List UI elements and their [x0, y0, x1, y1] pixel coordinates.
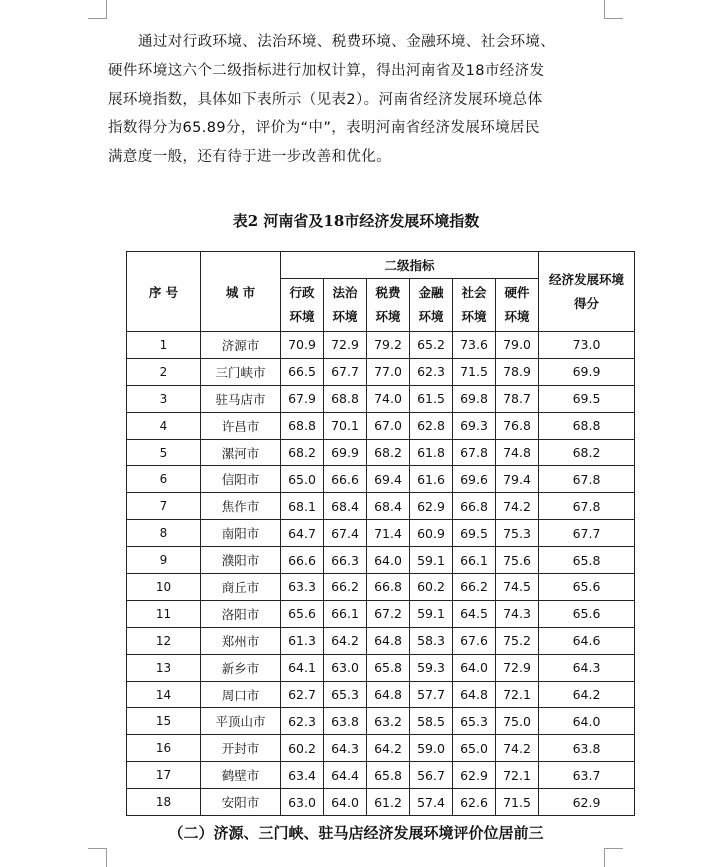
header-score: 经济发展环境得分: [539, 252, 635, 332]
row-seq-cell: 14: [127, 681, 201, 708]
row-value-cell: 69.8: [453, 385, 496, 412]
row-value-cell: 65.0: [281, 466, 324, 493]
table-row: [127, 735, 635, 762]
table-row: [127, 762, 635, 789]
row-score-cell: 64.2: [539, 681, 635, 708]
row-value-cell: 65.3: [453, 708, 496, 735]
row-seq-cell: 16: [127, 735, 201, 762]
row-city-cell: 濮阳市: [201, 547, 281, 574]
row-value-cell: 66.6: [281, 547, 324, 574]
row-score-cell: 64.3: [539, 654, 635, 681]
row-value-cell: 67.9: [281, 385, 324, 412]
row-city-cell: 济源市: [201, 332, 281, 359]
row-value-cell: 68.8: [281, 412, 324, 439]
row-value-cell: 66.1: [324, 600, 367, 627]
row-score-cell: 62.9: [539, 789, 635, 816]
row-score-cell: 68.2: [539, 439, 635, 466]
row-value-cell: 71.5: [453, 358, 496, 385]
row-value-cell: 72.9: [496, 654, 539, 681]
row-value-cell: 60.2: [281, 735, 324, 762]
row-value-cell: 57.7: [410, 681, 453, 708]
row-city-cell: 鹤壁市: [201, 762, 281, 789]
row-value-cell: 67.0: [367, 412, 410, 439]
row-city-cell: 郑州市: [201, 627, 281, 654]
row-score-cell: 67.8: [539, 466, 635, 493]
row-value-cell: 62.3: [410, 358, 453, 385]
table-row: [127, 332, 635, 359]
row-score-cell: 67.8: [539, 493, 635, 520]
row-city-cell: 安阳市: [201, 789, 281, 816]
row-seq-cell: 6: [127, 466, 201, 493]
row-value-cell: 69.4: [367, 466, 410, 493]
row-value-cell: 63.4: [281, 762, 324, 789]
table-body: [127, 332, 635, 816]
row-value-cell: 61.2: [367, 789, 410, 816]
row-seq-cell: 5: [127, 439, 201, 466]
row-value-cell: 64.1: [281, 654, 324, 681]
row-value-cell: 62.3: [281, 708, 324, 735]
row-value-cell: 64.2: [367, 735, 410, 762]
page-corner-mark-bottom-right: [604, 848, 623, 867]
row-value-cell: 58.3: [410, 627, 453, 654]
row-score-cell: 64.6: [539, 627, 635, 654]
row-value-cell: 66.6: [324, 466, 367, 493]
row-value-cell: 59.0: [410, 735, 453, 762]
row-city-cell: 平顶山市: [201, 708, 281, 735]
row-score-cell: 64.0: [539, 708, 635, 735]
row-value-cell: 68.8: [324, 385, 367, 412]
row-value-cell: 56.7: [410, 762, 453, 789]
row-value-cell: 64.0: [367, 547, 410, 574]
paragraph-line: 通过对行政环境、法治环境、税费环境、金融环境、社会环境、: [138, 34, 556, 50]
row-value-cell: 67.6: [453, 627, 496, 654]
table-caption: 表2 河南省及18市经济发展环境指数: [232, 212, 480, 230]
row-value-cell: 65.8: [367, 762, 410, 789]
row-value-cell: 64.8: [453, 681, 496, 708]
row-seq-cell: 7: [127, 493, 201, 520]
row-seq-cell: 2: [127, 358, 201, 385]
row-city-cell: 焦作市: [201, 493, 281, 520]
row-seq-cell: 11: [127, 600, 201, 627]
table-row: [127, 547, 635, 574]
row-value-cell: 59.1: [410, 547, 453, 574]
row-value-cell: 68.4: [367, 493, 410, 520]
row-value-cell: 63.3: [281, 574, 324, 601]
row-value-cell: 64.8: [367, 681, 410, 708]
header-hardware: 硬件环境: [496, 279, 539, 332]
row-value-cell: 66.8: [367, 574, 410, 601]
header-secondary-indicators: 二级指标: [281, 252, 539, 279]
header-city: 城 市: [201, 252, 281, 332]
row-value-cell: 70.1: [324, 412, 367, 439]
row-value-cell: 64.2: [324, 627, 367, 654]
row-value-cell: 66.2: [324, 574, 367, 601]
row-seq-cell: 15: [127, 708, 201, 735]
row-value-cell: 75.0: [496, 708, 539, 735]
row-seq-cell: 3: [127, 385, 201, 412]
table-row: [127, 789, 635, 816]
row-value-cell: 62.8: [410, 412, 453, 439]
row-value-cell: 65.0: [453, 735, 496, 762]
row-value-cell: 58.5: [410, 708, 453, 735]
row-value-cell: 63.8: [324, 708, 367, 735]
row-value-cell: 69.3: [453, 412, 496, 439]
paragraph-line: 硬件环境这六个二级指标进行加权计算，得出河南省及18市经济发: [108, 62, 545, 79]
row-score-cell: 65.8: [539, 547, 635, 574]
table-row: [127, 681, 635, 708]
row-value-cell: 66.1: [453, 547, 496, 574]
section-subheading: （二）济源、三门峡、驻马店经济发展环境评价位居前三: [168, 824, 544, 842]
row-value-cell: 60.9: [410, 520, 453, 547]
row-score-cell: 65.6: [539, 600, 635, 627]
paragraph-line: 指数得分为65.89分，评价为“中”，表明河南省经济发展环境居民: [108, 120, 540, 137]
table-row: [127, 466, 635, 493]
row-value-cell: 62.9: [453, 762, 496, 789]
row-value-cell: 59.3: [410, 654, 453, 681]
row-value-cell: 71.5: [496, 789, 539, 816]
row-score-cell: 69.5: [539, 385, 635, 412]
row-city-cell: 许昌市: [201, 412, 281, 439]
row-value-cell: 75.2: [496, 627, 539, 654]
paragraph-line: 展环境指数，具体如下表所示（见表2）。河南省经济发展环境总体: [108, 91, 543, 108]
row-score-cell: 67.7: [539, 520, 635, 547]
row-value-cell: 61.6: [410, 466, 453, 493]
row-value-cell: 64.0: [453, 654, 496, 681]
table-row: [127, 708, 635, 735]
row-value-cell: 75.3: [496, 520, 539, 547]
header-tax: 税费环境: [367, 279, 410, 332]
row-value-cell: 65.3: [324, 681, 367, 708]
row-value-cell: 74.0: [367, 385, 410, 412]
row-seq-cell: 1: [127, 332, 201, 359]
row-value-cell: 79.0: [496, 332, 539, 359]
row-city-cell: 三门峡市: [201, 358, 281, 385]
row-seq-cell: 9: [127, 547, 201, 574]
row-value-cell: 64.5: [453, 600, 496, 627]
row-value-cell: 78.9: [496, 358, 539, 385]
row-value-cell: 66.8: [453, 493, 496, 520]
row-value-cell: 69.9: [324, 439, 367, 466]
table-row: [127, 439, 635, 466]
row-value-cell: 61.5: [410, 385, 453, 412]
row-value-cell: 67.8: [453, 439, 496, 466]
row-seq-cell: 17: [127, 762, 201, 789]
row-value-cell: 69.6: [453, 466, 496, 493]
table-row: [127, 358, 635, 385]
paragraph-line: 满意度一般，还有待于进一步改善和优化。: [108, 149, 392, 166]
row-value-cell: 79.2: [367, 332, 410, 359]
row-seq-cell: 4: [127, 412, 201, 439]
index-table: [126, 251, 635, 816]
row-score-cell: 63.8: [539, 735, 635, 762]
row-value-cell: 78.7: [496, 385, 539, 412]
row-value-cell: 71.4: [367, 520, 410, 547]
row-value-cell: 76.8: [496, 412, 539, 439]
row-value-cell: 63.0: [324, 654, 367, 681]
row-value-cell: 74.5: [496, 574, 539, 601]
row-value-cell: 61.3: [281, 627, 324, 654]
row-seq-cell: 8: [127, 520, 201, 547]
row-city-cell: 洛阳市: [201, 600, 281, 627]
row-value-cell: 60.2: [410, 574, 453, 601]
row-value-cell: 65.8: [367, 654, 410, 681]
row-value-cell: 68.2: [281, 439, 324, 466]
row-value-cell: 63.0: [281, 789, 324, 816]
row-value-cell: 65.2: [410, 332, 453, 359]
row-value-cell: 74.2: [496, 493, 539, 520]
row-value-cell: 70.9: [281, 332, 324, 359]
header-legal: 法治环境: [324, 279, 367, 332]
page-corner-mark-bottom-left: [88, 848, 107, 867]
row-value-cell: 74.3: [496, 600, 539, 627]
table-row: [127, 385, 635, 412]
row-value-cell: 72.1: [496, 762, 539, 789]
row-city-cell: 驻马店市: [201, 385, 281, 412]
row-city-cell: 开封市: [201, 735, 281, 762]
row-value-cell: 66.5: [281, 358, 324, 385]
row-value-cell: 57.4: [410, 789, 453, 816]
header-admin: 行政环境: [281, 279, 324, 332]
row-city-cell: 漯河市: [201, 439, 281, 466]
page-corner-mark-top-right: [604, 0, 623, 19]
row-score-cell: 73.0: [539, 332, 635, 359]
row-value-cell: 74.8: [496, 439, 539, 466]
row-value-cell: 63.2: [367, 708, 410, 735]
row-value-cell: 66.3: [324, 547, 367, 574]
row-value-cell: 69.5: [453, 520, 496, 547]
table-row: [127, 493, 635, 520]
table-row: [127, 520, 635, 547]
row-city-cell: 信阳市: [201, 466, 281, 493]
row-value-cell: 62.7: [281, 681, 324, 708]
header-social: 社会环境: [453, 279, 496, 332]
row-seq-cell: 18: [127, 789, 201, 816]
row-value-cell: 72.1: [496, 681, 539, 708]
row-value-cell: 65.6: [281, 600, 324, 627]
row-value-cell: 62.6: [453, 789, 496, 816]
row-value-cell: 61.8: [410, 439, 453, 466]
row-value-cell: 68.4: [324, 493, 367, 520]
row-value-cell: 68.1: [281, 493, 324, 520]
row-value-cell: 66.2: [453, 574, 496, 601]
row-city-cell: 新乡市: [201, 654, 281, 681]
row-value-cell: 79.4: [496, 466, 539, 493]
row-city-cell: 周口市: [201, 681, 281, 708]
row-value-cell: 67.4: [324, 520, 367, 547]
row-value-cell: 67.2: [367, 600, 410, 627]
row-value-cell: 75.6: [496, 547, 539, 574]
row-score-cell: 65.6: [539, 574, 635, 601]
row-value-cell: 64.0: [324, 789, 367, 816]
table-row: [127, 627, 635, 654]
row-value-cell: 73.6: [453, 332, 496, 359]
row-value-cell: 68.2: [367, 439, 410, 466]
row-score-cell: 69.9: [539, 358, 635, 385]
row-value-cell: 64.7: [281, 520, 324, 547]
row-value-cell: 74.2: [496, 735, 539, 762]
row-value-cell: 67.7: [324, 358, 367, 385]
body-paragraph: [108, 28, 608, 172]
row-score-cell: 63.7: [539, 762, 635, 789]
table-row: [127, 574, 635, 601]
row-value-cell: 59.1: [410, 600, 453, 627]
table-row: [127, 600, 635, 627]
row-value-cell: 64.3: [324, 735, 367, 762]
row-seq-cell: 12: [127, 627, 201, 654]
row-seq-cell: 13: [127, 654, 201, 681]
row-value-cell: 64.8: [367, 627, 410, 654]
table-row: [127, 412, 635, 439]
row-value-cell: 77.0: [367, 358, 410, 385]
table-row: [127, 654, 635, 681]
row-city-cell: 南阳市: [201, 520, 281, 547]
row-score-cell: 68.8: [539, 412, 635, 439]
row-city-cell: 商丘市: [201, 574, 281, 601]
page-corner-mark-top-left: [88, 0, 107, 19]
row-value-cell: 62.9: [410, 493, 453, 520]
row-value-cell: 72.9: [324, 332, 367, 359]
row-seq-cell: 10: [127, 574, 201, 601]
header-seq: 序 号: [127, 252, 201, 332]
header-finance: 金融环境: [410, 279, 453, 332]
row-value-cell: 64.4: [324, 762, 367, 789]
